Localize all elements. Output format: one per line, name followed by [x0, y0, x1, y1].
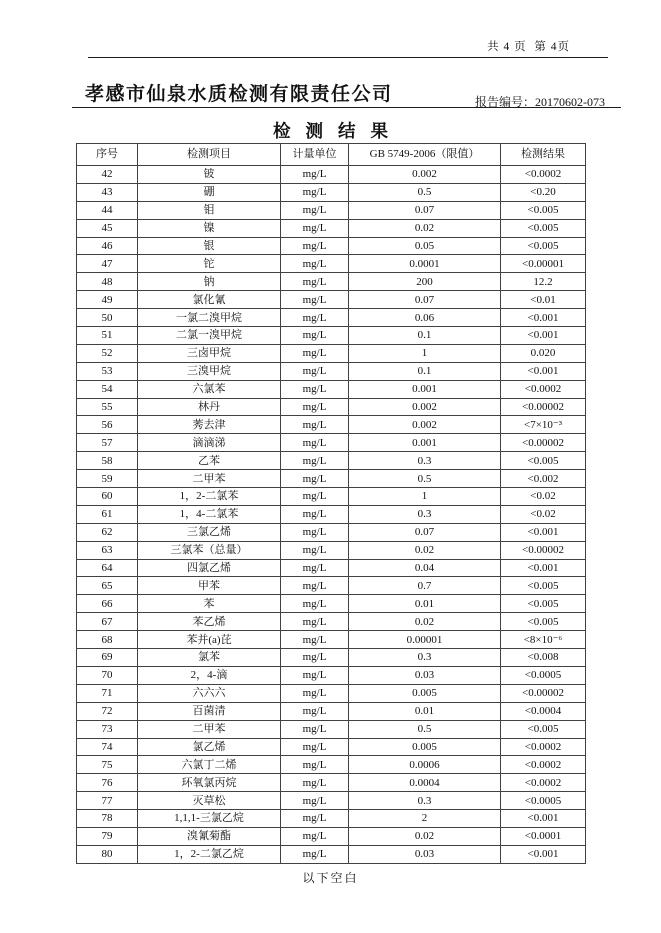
table-row — [77, 738, 586, 756]
header-row — [77, 144, 586, 166]
cell-no: 46 — [77, 237, 138, 255]
cell-limit: 0.0001 — [349, 255, 501, 273]
cell-item: 二甲苯 — [138, 470, 281, 488]
cell-limit: 0.03 — [349, 666, 501, 684]
cell-limit: 200 — [349, 273, 501, 291]
cell-unit: mg/L — [281, 756, 349, 774]
table-row — [77, 541, 586, 559]
cell-limit: 0.06 — [349, 309, 501, 327]
cell-limit: 1 — [349, 344, 501, 362]
cell-limit: 0.1 — [349, 327, 501, 345]
cell-no: 48 — [77, 273, 138, 291]
cell-unit: mg/L — [281, 183, 349, 201]
cell-limit: 2 — [349, 810, 501, 828]
cell-result: 0.020 — [501, 344, 586, 362]
cell-result: <0.00002 — [501, 434, 586, 452]
cell-item: 乙苯 — [138, 452, 281, 470]
cell-limit: 0.02 — [349, 219, 501, 237]
cell-no: 65 — [77, 577, 138, 595]
table-row — [77, 845, 586, 863]
cell-limit: 0.3 — [349, 649, 501, 667]
cell-result: <0.005 — [501, 237, 586, 255]
cell-unit: mg/L — [281, 505, 349, 523]
cell-no: 67 — [77, 613, 138, 631]
cell-item: 三溴甲烷 — [138, 362, 281, 380]
table-row — [77, 613, 586, 631]
cell-limit: 0.04 — [349, 559, 501, 577]
cell-no: 55 — [77, 398, 138, 416]
cell-item: 氯化氰 — [138, 291, 281, 309]
cell-no: 77 — [77, 792, 138, 810]
cell-no: 73 — [77, 720, 138, 738]
cell-result: <0.001 — [501, 559, 586, 577]
cell-item: 四氯乙烯 — [138, 559, 281, 577]
cell-no: 53 — [77, 362, 138, 380]
cell-no: 78 — [77, 810, 138, 828]
cell-item: 一氯二溴甲烷 — [138, 309, 281, 327]
cell-unit: mg/L — [281, 613, 349, 631]
cell-unit: mg/L — [281, 398, 349, 416]
table-row — [77, 344, 586, 362]
cell-unit: mg/L — [281, 219, 349, 237]
cell-no: 62 — [77, 523, 138, 541]
table-row — [77, 166, 586, 184]
cell-unit: mg/L — [281, 810, 349, 828]
table-row — [77, 470, 586, 488]
cell-limit: 0.02 — [349, 613, 501, 631]
cell-result: <0.0002 — [501, 756, 586, 774]
cell-result: <0.005 — [501, 595, 586, 613]
cell-no: 44 — [77, 201, 138, 219]
cell-unit: mg/L — [281, 327, 349, 345]
results-table — [76, 143, 586, 864]
report-number: 报告编号：20170602-073 — [475, 95, 605, 109]
cell-no: 47 — [77, 255, 138, 273]
table-row — [77, 237, 586, 255]
table-row — [77, 505, 586, 523]
cell-no: 71 — [77, 684, 138, 702]
cell-unit: mg/L — [281, 362, 349, 380]
table-row — [77, 380, 586, 398]
table-row — [77, 362, 586, 380]
cell-no: 52 — [77, 344, 138, 362]
blank-below-note: 以下空白 — [302, 871, 359, 885]
cell-item: 三氯乙烯 — [138, 523, 281, 541]
cell-no: 43 — [77, 183, 138, 201]
cell-no: 58 — [77, 452, 138, 470]
cell-no: 59 — [77, 470, 138, 488]
cell-no: 50 — [77, 309, 138, 327]
cell-item: 铊 — [138, 255, 281, 273]
cell-limit: 0.001 — [349, 380, 501, 398]
cell-limit: 0.5 — [349, 720, 501, 738]
cell-limit: 0.005 — [349, 684, 501, 702]
cell-limit: 0.02 — [349, 541, 501, 559]
cell-limit: 0.3 — [349, 505, 501, 523]
cell-limit: 0.00001 — [349, 631, 501, 649]
cell-result: <0.001 — [501, 309, 586, 327]
cell-no: 57 — [77, 434, 138, 452]
cell-unit: mg/L — [281, 166, 349, 184]
cell-item: 六氯丁二烯 — [138, 756, 281, 774]
cell-result: <0.20 — [501, 183, 586, 201]
cell-unit: mg/L — [281, 649, 349, 667]
cell-item: 二氯一溴甲烷 — [138, 327, 281, 345]
cell-unit: mg/L — [281, 827, 349, 845]
cell-unit: mg/L — [281, 380, 349, 398]
cell-item: 六六六 — [138, 684, 281, 702]
cell-no: 66 — [77, 595, 138, 613]
col-header-no: 序号 — [77, 144, 138, 166]
cell-unit: mg/L — [281, 684, 349, 702]
results-table-head — [77, 144, 586, 166]
cell-result: <0.008 — [501, 649, 586, 667]
cell-item: 滴滴涕 — [138, 434, 281, 452]
cell-unit: mg/L — [281, 666, 349, 684]
cell-result: <0.0001 — [501, 827, 586, 845]
cell-unit: mg/L — [281, 774, 349, 792]
cell-result: <0.02 — [501, 488, 586, 506]
cell-result: 12.2 — [501, 273, 586, 291]
cell-unit: mg/L — [281, 434, 349, 452]
cell-limit: 0.002 — [349, 398, 501, 416]
cell-result: <0.02 — [501, 505, 586, 523]
cell-unit: mg/L — [281, 470, 349, 488]
cell-no: 70 — [77, 666, 138, 684]
cell-limit: 0.02 — [349, 827, 501, 845]
cell-result: <0.001 — [501, 327, 586, 345]
table-row — [77, 201, 586, 219]
col-header-limit: GB 5749-2006（限值） — [349, 144, 501, 166]
cell-item: 铍 — [138, 166, 281, 184]
table-row — [77, 810, 586, 828]
cell-result: <0.0005 — [501, 792, 586, 810]
cell-item: 三卤甲烷 — [138, 344, 281, 362]
cell-item: 苯 — [138, 595, 281, 613]
cell-no: 42 — [77, 166, 138, 184]
cell-item: 硼 — [138, 183, 281, 201]
table-row — [77, 183, 586, 201]
cell-unit: mg/L — [281, 559, 349, 577]
col-header-result: 检测结果 — [501, 144, 586, 166]
cell-no: 56 — [77, 416, 138, 434]
table-row — [77, 452, 586, 470]
table-row — [77, 559, 586, 577]
cell-unit: mg/L — [281, 595, 349, 613]
cell-result: <0.0002 — [501, 774, 586, 792]
cell-unit: mg/L — [281, 452, 349, 470]
cell-result: <0.001 — [501, 810, 586, 828]
cell-limit: 0.01 — [349, 702, 501, 720]
cell-result: <0.0002 — [501, 738, 586, 756]
cell-limit: 0.002 — [349, 166, 501, 184]
table-row — [77, 792, 586, 810]
header-rule-bottom — [72, 107, 621, 108]
cell-result: <0.0004 — [501, 702, 586, 720]
cell-result: <0.005 — [501, 613, 586, 631]
cell-item: 氯苯 — [138, 649, 281, 667]
cell-item: 1，2-二氯乙烷 — [138, 845, 281, 863]
table-row — [77, 684, 586, 702]
cell-result: <0.005 — [501, 219, 586, 237]
cell-no: 64 — [77, 559, 138, 577]
cell-result: <0.01 — [501, 291, 586, 309]
cell-no: 54 — [77, 380, 138, 398]
header-rule-top — [88, 57, 608, 58]
cell-unit: mg/L — [281, 488, 349, 506]
cell-no: 68 — [77, 631, 138, 649]
cell-item: 溴氰菊酯 — [138, 827, 281, 845]
page-number: 共 4 页 第 4页 — [487, 41, 570, 53]
cell-result: <0.0005 — [501, 666, 586, 684]
cell-result: <0.001 — [501, 362, 586, 380]
cell-unit: mg/L — [281, 738, 349, 756]
table-row — [77, 577, 586, 595]
cell-item: 二甲苯 — [138, 720, 281, 738]
company-name: 孝感市仙泉水质检测有限责任公司 — [85, 84, 393, 105]
cell-result: <0.002 — [501, 470, 586, 488]
cell-no: 75 — [77, 756, 138, 774]
cell-result: <0.0002 — [501, 166, 586, 184]
cell-no: 60 — [77, 488, 138, 506]
cell-result: <7×10⁻³ — [501, 416, 586, 434]
table-row — [77, 595, 586, 613]
table-row — [77, 255, 586, 273]
cell-no: 74 — [77, 738, 138, 756]
cell-no: 51 — [77, 327, 138, 345]
cell-result: <8×10⁻⁶ — [501, 631, 586, 649]
cell-item: 六氯苯 — [138, 380, 281, 398]
cell-no: 63 — [77, 541, 138, 559]
cell-unit: mg/L — [281, 344, 349, 362]
cell-limit: 0.0006 — [349, 756, 501, 774]
cell-limit: 0.05 — [349, 237, 501, 255]
cell-item: 钼 — [138, 201, 281, 219]
table-row — [77, 774, 586, 792]
cell-result: <0.00001 — [501, 255, 586, 273]
cell-item: 苯并(a)芘 — [138, 631, 281, 649]
cell-limit: 0.3 — [349, 452, 501, 470]
cell-unit: mg/L — [281, 273, 349, 291]
table-row — [77, 702, 586, 720]
cell-unit: mg/L — [281, 577, 349, 595]
table-row — [77, 434, 586, 452]
table-row — [77, 649, 586, 667]
table-row — [77, 827, 586, 845]
cell-item: 1，2-二氯苯 — [138, 488, 281, 506]
cell-item: 银 — [138, 237, 281, 255]
cell-unit: mg/L — [281, 702, 349, 720]
table-row — [77, 219, 586, 237]
cell-limit: 0.0004 — [349, 774, 501, 792]
cell-no: 45 — [77, 219, 138, 237]
cell-result: <0.005 — [501, 577, 586, 595]
cell-item: 钠 — [138, 273, 281, 291]
cell-result: <0.00002 — [501, 684, 586, 702]
cell-result: <0.00002 — [501, 541, 586, 559]
col-header-unit: 计量单位 — [281, 144, 349, 166]
cell-no: 72 — [77, 702, 138, 720]
col-header-item: 检测项目 — [138, 144, 281, 166]
cell-limit: 0.5 — [349, 183, 501, 201]
results-table-body — [77, 166, 586, 864]
table-row — [77, 631, 586, 649]
table-row — [77, 756, 586, 774]
cell-no: 61 — [77, 505, 138, 523]
cell-item: 莠去津 — [138, 416, 281, 434]
cell-item: 甲苯 — [138, 577, 281, 595]
cell-result: <0.005 — [501, 201, 586, 219]
cell-limit: 0.1 — [349, 362, 501, 380]
cell-limit: 0.5 — [349, 470, 501, 488]
cell-no: 79 — [77, 827, 138, 845]
cell-unit: mg/L — [281, 631, 349, 649]
cell-limit: 0.03 — [349, 845, 501, 863]
table-row — [77, 273, 586, 291]
cell-item: 环氧氯丙烷 — [138, 774, 281, 792]
table-row — [77, 523, 586, 541]
table-row — [77, 291, 586, 309]
cell-limit: 0.002 — [349, 416, 501, 434]
cell-unit: mg/L — [281, 416, 349, 434]
table-row — [77, 488, 586, 506]
cell-item: 氯乙烯 — [138, 738, 281, 756]
cell-limit: 0.001 — [349, 434, 501, 452]
table-row — [77, 327, 586, 345]
cell-unit: mg/L — [281, 541, 349, 559]
cell-result: <0.00002 — [501, 398, 586, 416]
cell-item: 苯乙烯 — [138, 613, 281, 631]
cell-item: 1,1,1-三氯乙烷 — [138, 810, 281, 828]
cell-no: 49 — [77, 291, 138, 309]
cell-unit: mg/L — [281, 309, 349, 327]
cell-unit: mg/L — [281, 720, 349, 738]
cell-unit: mg/L — [281, 523, 349, 541]
cell-item: 2，4-滴 — [138, 666, 281, 684]
cell-unit: mg/L — [281, 291, 349, 309]
table-row — [77, 309, 586, 327]
cell-limit: 0.07 — [349, 201, 501, 219]
cell-unit: mg/L — [281, 845, 349, 863]
cell-result: <0.005 — [501, 452, 586, 470]
cell-limit: 0.07 — [349, 523, 501, 541]
cell-item: 1，4-二氯苯 — [138, 505, 281, 523]
cell-item: 镍 — [138, 219, 281, 237]
cell-no: 76 — [77, 774, 138, 792]
cell-item: 灭草松 — [138, 792, 281, 810]
cell-unit: mg/L — [281, 255, 349, 273]
cell-item: 林丹 — [138, 398, 281, 416]
page-title: 检测结果 — [273, 121, 403, 141]
cell-result: <0.0002 — [501, 380, 586, 398]
table-row — [77, 720, 586, 738]
cell-result: <0.001 — [501, 523, 586, 541]
cell-unit: mg/L — [281, 237, 349, 255]
cell-limit: 0.7 — [349, 577, 501, 595]
cell-limit: 0.01 — [349, 595, 501, 613]
cell-unit: mg/L — [281, 201, 349, 219]
cell-limit: 0.07 — [349, 291, 501, 309]
table-row — [77, 416, 586, 434]
cell-no: 69 — [77, 649, 138, 667]
cell-limit: 0.3 — [349, 792, 501, 810]
table-row — [77, 398, 586, 416]
cell-result: <0.001 — [501, 845, 586, 863]
cell-result: <0.005 — [501, 720, 586, 738]
cell-limit: 1 — [349, 488, 501, 506]
cell-item: 三氯苯（总量） — [138, 541, 281, 559]
cell-unit: mg/L — [281, 792, 349, 810]
table-row — [77, 666, 586, 684]
cell-no: 80 — [77, 845, 138, 863]
cell-limit: 0.005 — [349, 738, 501, 756]
cell-item: 百菌清 — [138, 702, 281, 720]
